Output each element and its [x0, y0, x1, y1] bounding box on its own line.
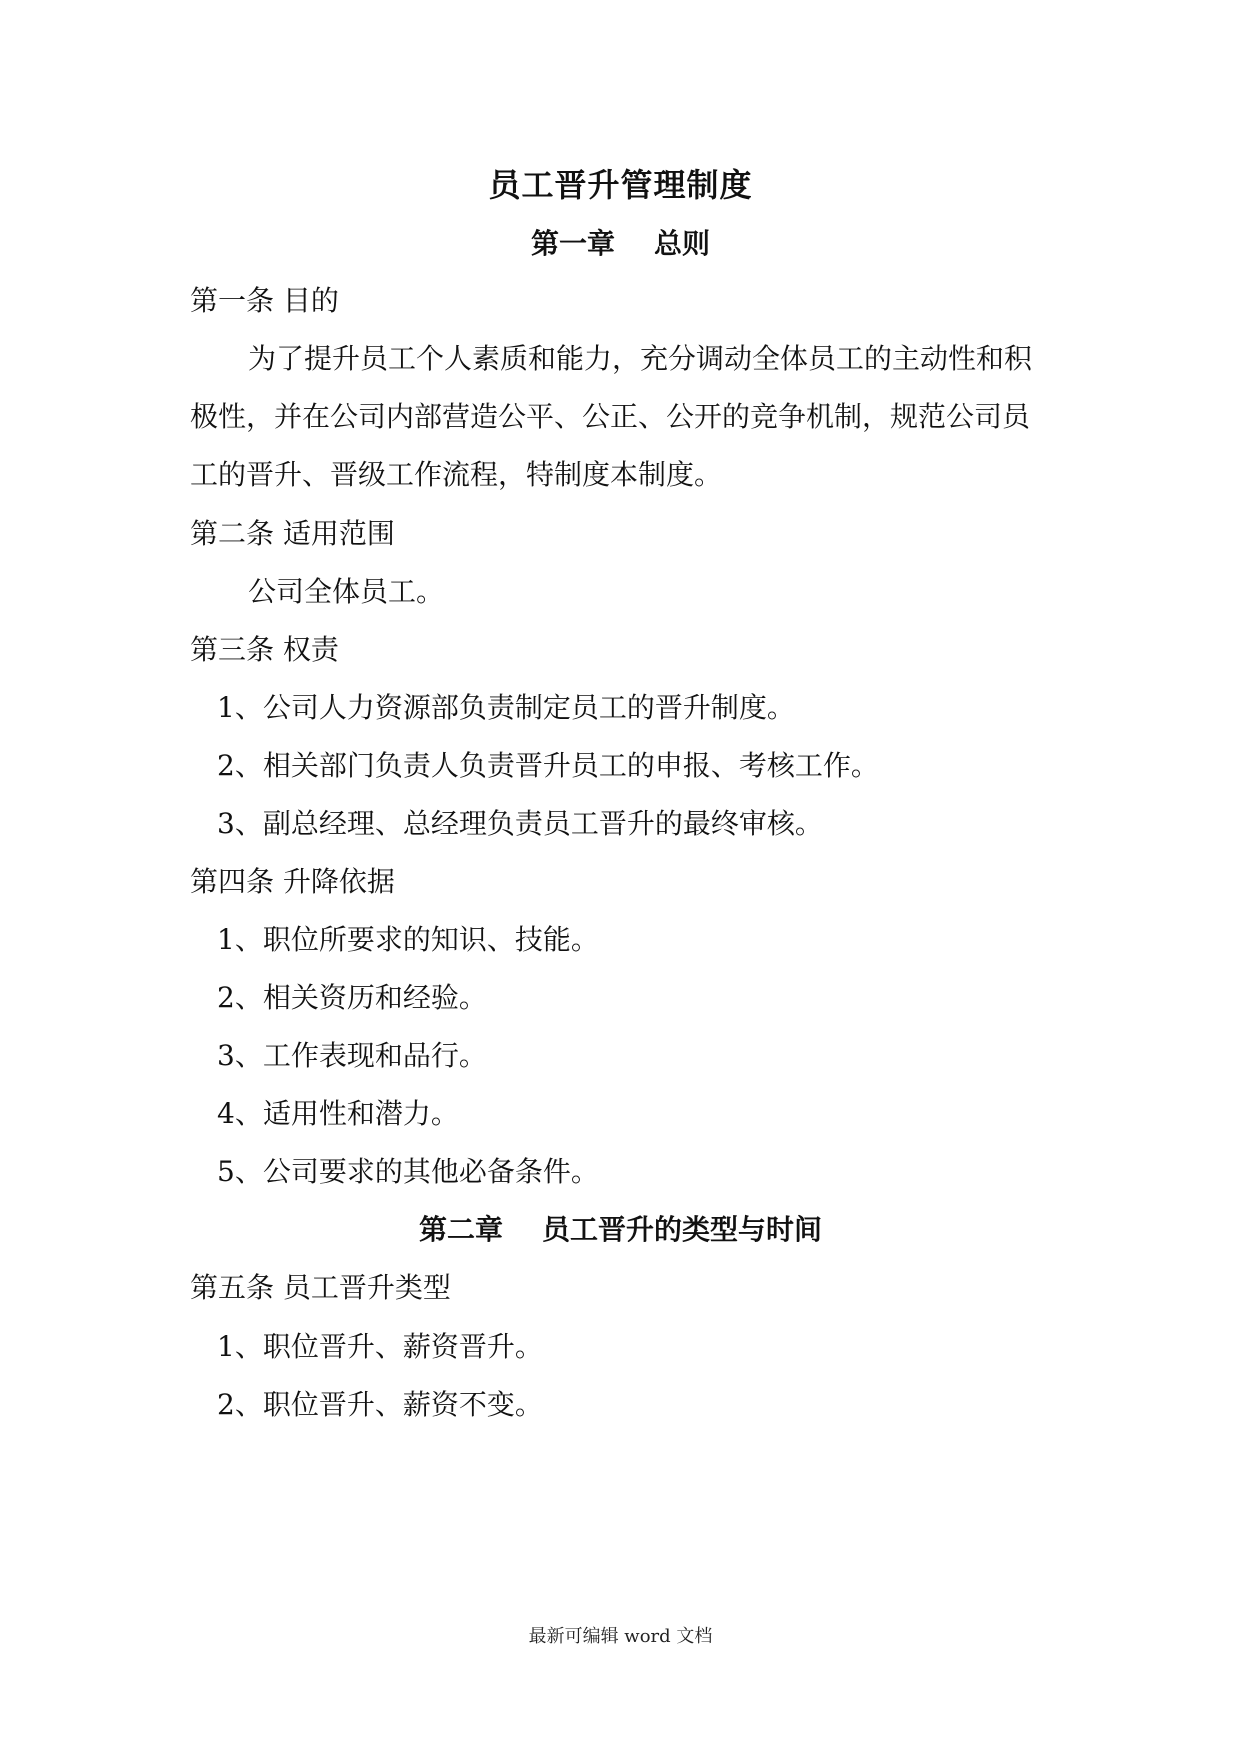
article-4-item-2: 2、相关资历和经验。 [217, 981, 487, 1014]
article-4-item-4: 4、适用性和潜力。 [217, 1097, 459, 1130]
article-1-line-3: 工的晋升、晋级工作流程，特制度本制度。 [190, 458, 723, 491]
article-3-item-1: 1、公司人力资源部负责制定员工的晋升制度。 [217, 691, 795, 724]
article-5-item-1: 1、职位晋升、薪资晋升。 [217, 1330, 543, 1363]
article-4-item-3: 3、工作表现和品行。 [217, 1039, 487, 1072]
article-1-line-1: 为了提升员工个人素质和能力，充分调动全体员工的主动性和积 [248, 342, 1033, 375]
article-5-item-2: 2、职位晋升、薪资不变。 [217, 1388, 543, 1421]
article-2-text: 公司全体员工。 [248, 575, 445, 608]
page-footer: 最新可编辑 word 文档 [528, 1626, 713, 1647]
article-4-heading: 第四条 升降依据 [190, 865, 395, 898]
article-1-line-2: 极性，并在公司内部营造公平、公正、公开的竞争机制，规范公司员 [190, 400, 1031, 433]
article-1-heading: 第一条 目的 [190, 284, 339, 317]
article-3-item-3: 3、副总经理、总经理负责员工晋升的最终审核。 [217, 807, 823, 840]
chapter-2-title: 第二章 员工晋升的类型与时间 [419, 1213, 822, 1246]
chapter-1-title: 第一章 总则 [531, 227, 710, 260]
article-4-item-5: 5、公司要求的其他必备条件。 [217, 1155, 599, 1188]
article-5-heading: 第五条 员工晋升类型 [190, 1271, 451, 1304]
article-2-heading: 第二条 适用范围 [190, 517, 395, 550]
article-3-item-2: 2、相关部门负责人负责晋升员工的申报、考核工作。 [217, 749, 879, 782]
document-title: 员工晋升管理制度 [488, 166, 753, 204]
article-4-item-1: 1、职位所要求的知识、技能。 [217, 923, 599, 956]
article-3-heading: 第三条 权责 [190, 633, 339, 666]
